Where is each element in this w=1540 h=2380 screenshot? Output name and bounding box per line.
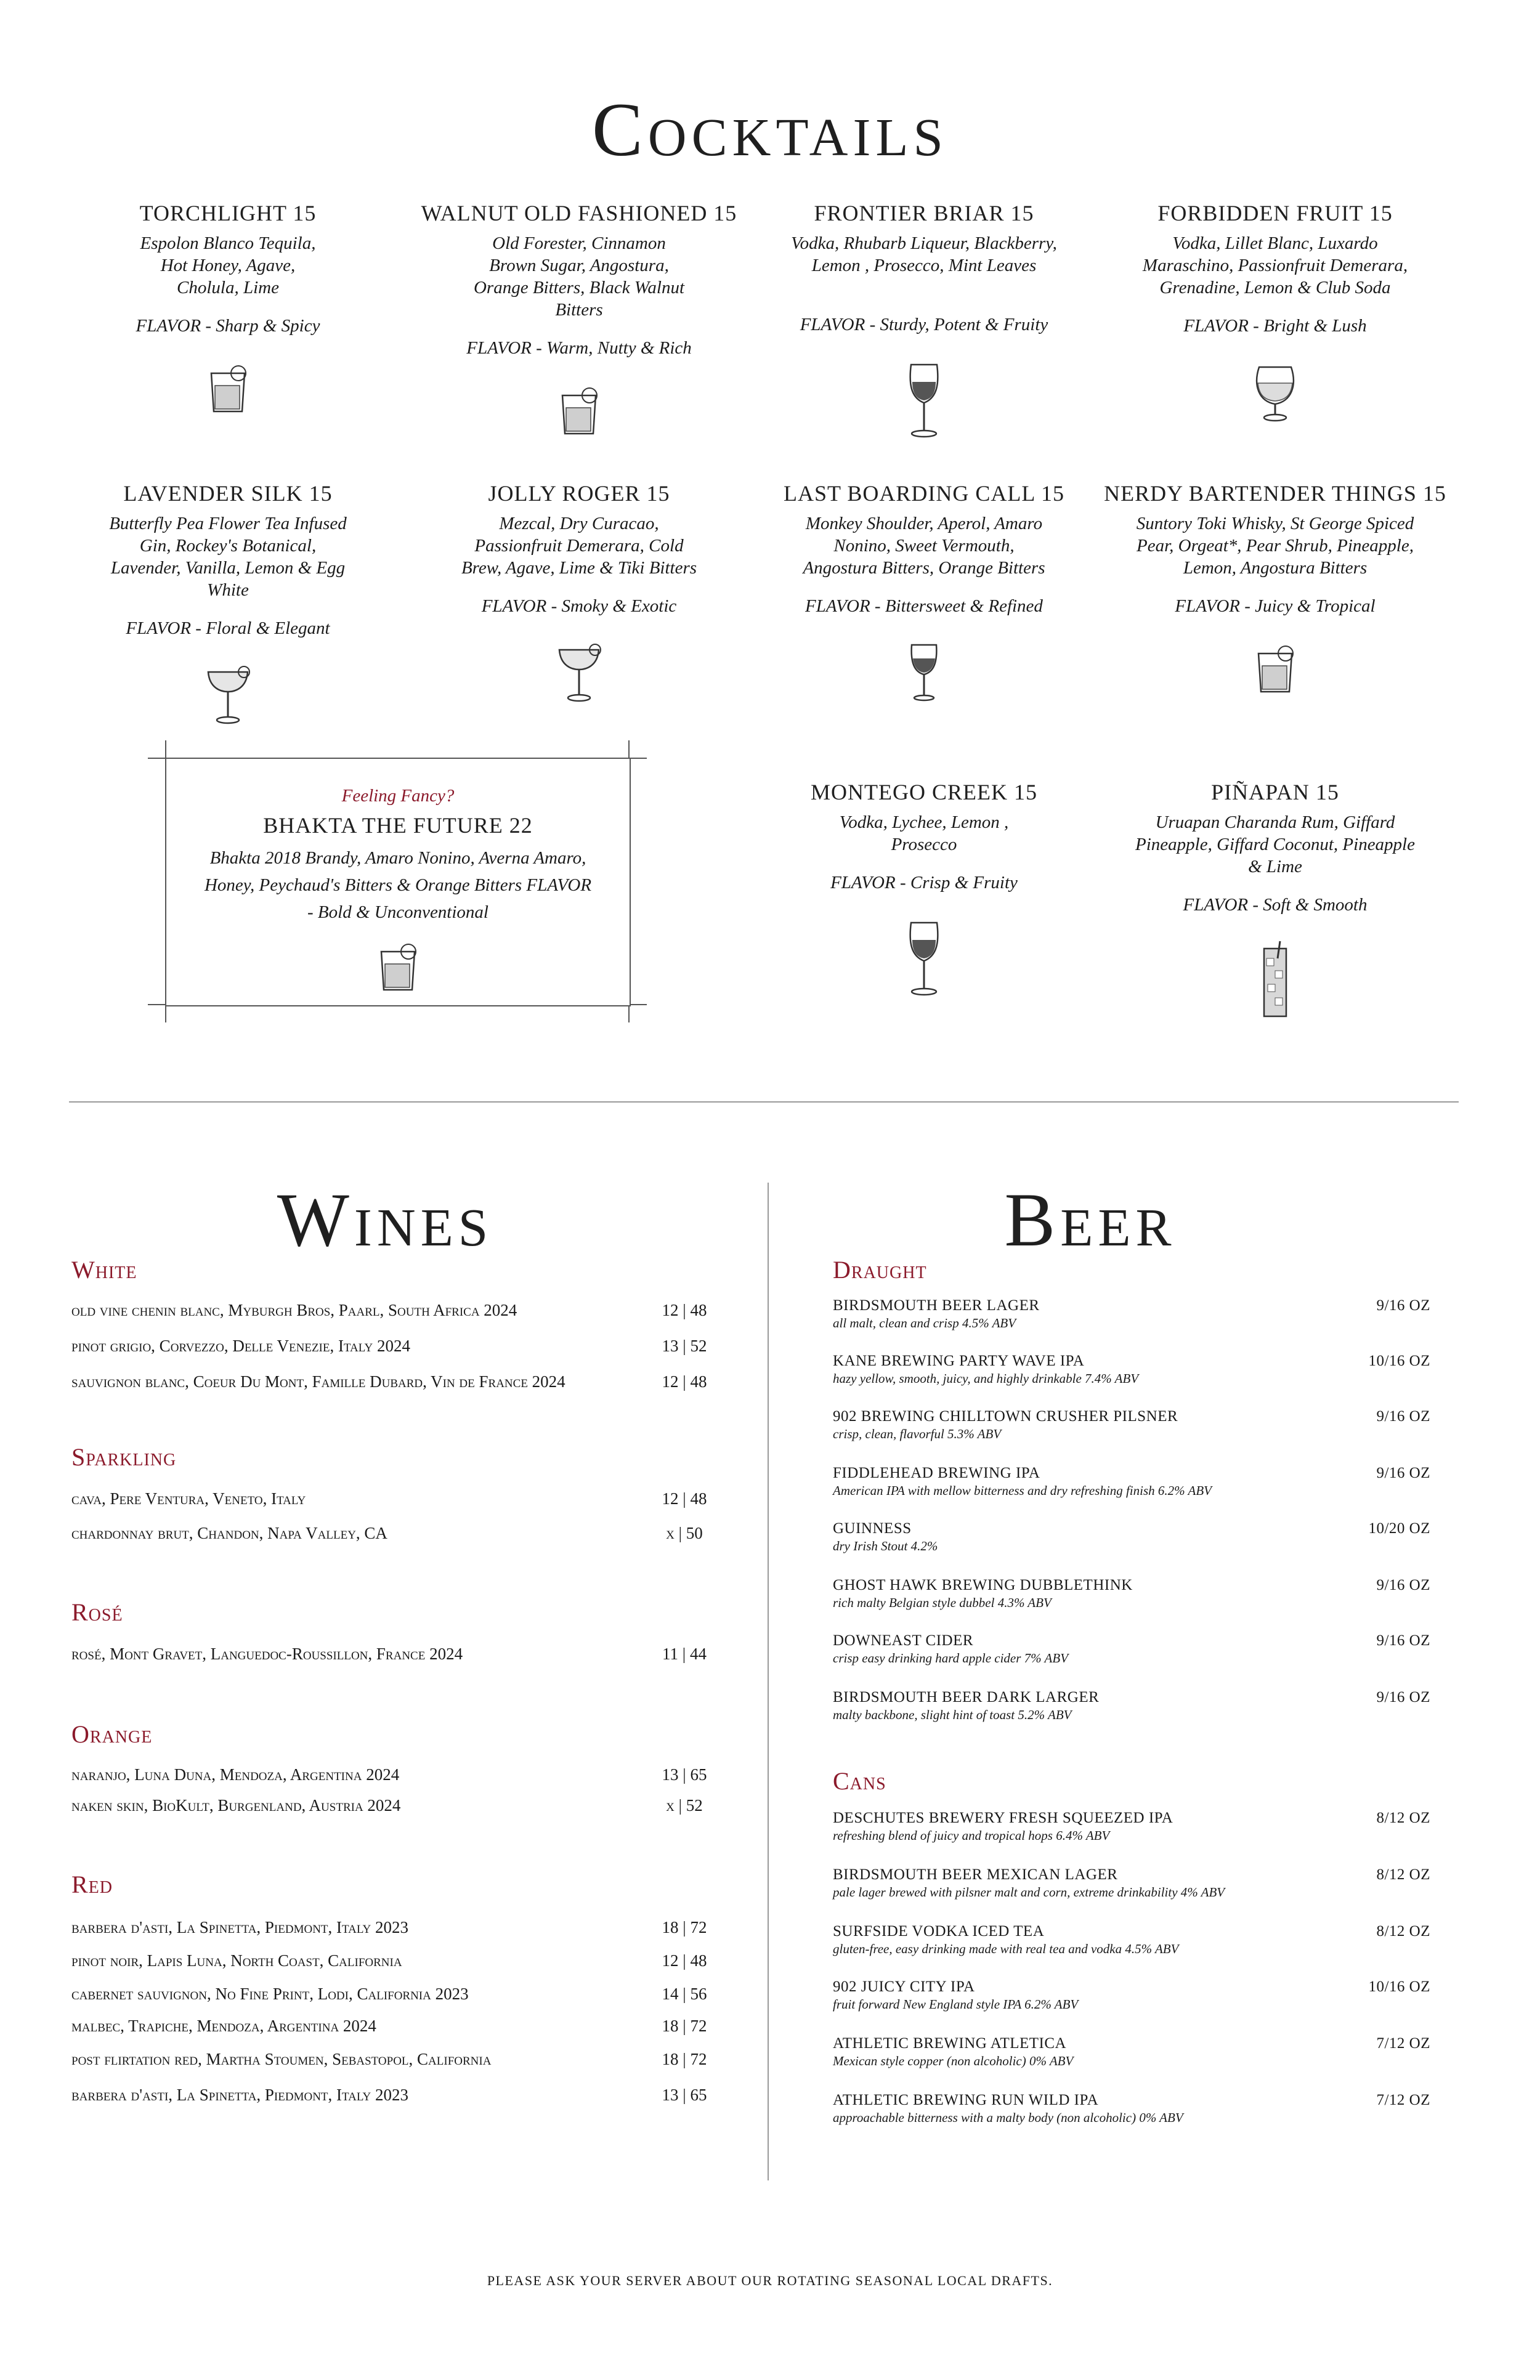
wine-section-sparkling: Sparkling xyxy=(71,1443,177,1471)
wine-price: 13 | 65 xyxy=(662,2086,707,2104)
beer-size: 9/16 OZ xyxy=(1376,1632,1430,1649)
wine-row xyxy=(71,1301,712,1320)
beer-row xyxy=(833,1353,1430,1386)
wine-price: 11 | 44 xyxy=(662,1645,707,1663)
cocktail-flavor: FLAVOR - Floral & Elegant xyxy=(126,618,330,638)
beer-size: 9/16 OZ xyxy=(1376,1408,1430,1425)
beer-size: 7/12 OZ xyxy=(1376,2035,1430,2052)
cocktail-name: NERDY BARTENDER THINGS 15 xyxy=(1104,481,1446,506)
wine-glass-icon xyxy=(902,360,946,440)
beer-section-cans: Cans xyxy=(833,1767,886,1795)
beer-name: 902 BREWING CHILLTOWN CRUSHER PILSNER xyxy=(833,1408,1178,1425)
wine-row xyxy=(71,2086,712,2105)
wine-name: barbera d'asti, La Spinetta, Piedmont, Italy 2023 xyxy=(71,2086,408,2104)
cocktail-ingredients: Vodka, Rhubarb Liqueur, Blackberry, Lemon , Prosecco, Mint Leaves xyxy=(791,233,1057,275)
beer-row xyxy=(833,1689,1430,1723)
rocks-glass-icon xyxy=(1254,641,1297,695)
beer-desc: all malt, clean and crisp 4.5% ABV xyxy=(833,1316,1016,1330)
cocktail-item xyxy=(764,779,1084,998)
crop-mark xyxy=(148,758,165,759)
wine-glass-icon xyxy=(906,641,942,703)
beer-name: 902 JUICY CITY IPA xyxy=(833,1978,975,1995)
beer-desc: rich malty Belgian style dubbel 4.3% ABV xyxy=(833,1595,1052,1610)
cocktail-item xyxy=(764,200,1084,440)
wine-row xyxy=(71,1918,712,1937)
beer-section-draught: Draught xyxy=(833,1256,927,1284)
beer-desc: malty backbone, slight hint of toast 5.2% ABV xyxy=(833,1707,1072,1722)
wine-price: x | 50 xyxy=(666,1524,703,1542)
wine-name: sauvignon blanc, Coeur Du Mont, Famille Dubard, Vin de France 2024 xyxy=(71,1372,565,1391)
cocktail-flavor: FLAVOR - Warm, Nutty & Rich xyxy=(466,338,692,358)
beer-size: 9/16 OZ xyxy=(1376,1577,1430,1593)
cocktail-ingredients: Espolon Blanco Tequila, Hot Honey, Agave, Cholula, Lime xyxy=(140,233,316,298)
beer-row xyxy=(833,2035,1430,2069)
wine-name: malbec, Trapiche, Mendoza, Argentina 2024 xyxy=(71,2017,376,2035)
beer-size: 10/16 OZ xyxy=(1368,1353,1430,1369)
wine-section-orange: Orange xyxy=(71,1720,153,1748)
wine-price: 13 | 52 xyxy=(662,1337,707,1355)
beer-desc: fruit forward New England style IPA 6.2% ABV xyxy=(833,1997,1079,2012)
cocktail-item xyxy=(1103,480,1448,695)
beer-size: 8/12 OZ xyxy=(1376,1923,1430,1940)
wines-title: Wines xyxy=(277,1178,493,1262)
rocks-glass-icon xyxy=(376,939,419,994)
cocktail-item xyxy=(419,200,739,437)
cocktail-flavor: FLAVOR - Sharp & Spicy xyxy=(136,316,320,336)
beer-desc: gluten-free, easy drinking made with real tea and vodka 4.5% ABV xyxy=(833,1941,1179,1956)
wine-name: barbera d'asti, La Spinetta, Piedmont, Italy 2023 xyxy=(71,1918,408,1937)
wine-name: old vine chenin blanc, Myburgh Bros, Paarl, South Africa 2024 xyxy=(71,1301,517,1319)
highball-glass-icon xyxy=(1257,940,1294,1020)
beer-desc: American IPA with mellow bitterness and dry refreshing finish 6.2% ABV xyxy=(833,1483,1212,1498)
cocktail-ingredients: Butterfly Pea Flower Tea Infused Gin, Rockey's Botanical, Lavender, Vanilla, Lemon & Egg White xyxy=(109,514,347,600)
wine-price: 12 | 48 xyxy=(662,1301,707,1319)
wine-section-rose: Rosé xyxy=(71,1598,123,1626)
beer-name: DOWNEAST CIDER xyxy=(833,1632,974,1649)
wine-price: 18 | 72 xyxy=(662,1918,707,1937)
wine-glass-icon xyxy=(902,918,946,998)
cocktails-title: Cocktails xyxy=(592,87,948,172)
beer-desc: crisp, clean, flavorful 5.3% ABV xyxy=(833,1427,1002,1441)
wine-price: 12 | 48 xyxy=(662,1951,707,1970)
featured-label: Feeling Fancy? xyxy=(341,786,455,806)
cocktail-flavor: FLAVOR - Bright & Lush xyxy=(1183,316,1367,336)
beer-row xyxy=(833,1297,1430,1331)
beer-desc: hazy yellow, smooth, juicy, and highly drinkable 7.4% ABV xyxy=(833,1371,1139,1386)
cocktail-name: FORBIDDEN FRUIT 15 xyxy=(1157,201,1393,225)
crop-mark xyxy=(165,740,166,758)
coupe-glass-icon xyxy=(554,641,604,703)
beer-desc: Mexican style copper (non alcoholic) 0% ABV xyxy=(833,2054,1074,2068)
beer-row xyxy=(833,1866,1430,1900)
beer-name: DESCHUTES BREWERY FRESH SQUEEZED IPA xyxy=(833,1810,1173,1826)
beer-name: GUINNESS xyxy=(833,1520,912,1537)
beer-row xyxy=(833,1810,1430,1844)
wine-row xyxy=(71,1645,712,1664)
beer-size: 7/12 OZ xyxy=(1376,2092,1430,2108)
wine-section-white: White xyxy=(71,1256,137,1284)
wine-row xyxy=(71,2017,712,2036)
beer-desc: refreshing blend of juicy and tropical hops 6.4% ABV xyxy=(833,1828,1110,1843)
beer-size: 10/16 OZ xyxy=(1368,1978,1430,1995)
cocktail-name: FRONTIER BRIAR 15 xyxy=(814,201,1034,225)
cocktail-ingredients: Suntory Toki Whisky, St George Spiced Pear, Orgeat*, Pear Shrub, Pineapple, Lemon, Angostura Bitters xyxy=(1136,514,1414,578)
wine-name: pinot grigio, Corvezzo, Delle Venezie, Italy 2024 xyxy=(71,1337,410,1355)
crop-mark xyxy=(628,1005,630,1022)
cocktail-ingredients: Mezcal, Dry Curacao, Passionfruit Demerara, Cold Brew, Agave, Lime & Tiki Bitters xyxy=(461,514,697,578)
column-divider xyxy=(768,1183,769,2180)
wine-name: naken skin, BioKult, Burgenland, Austria 2024 xyxy=(71,1796,401,1815)
beer-name: BIRDSMOUTH BEER DARK LARGER xyxy=(833,1689,1100,1706)
wine-name: pinot noir, Lapis Luna, North Coast, California xyxy=(71,1951,402,1970)
wine-section-red: Red xyxy=(71,1871,113,1898)
cocktail-name: LAST BOARDING CALL 15 xyxy=(783,481,1064,506)
beer-size: 9/16 OZ xyxy=(1376,1465,1430,1481)
beer-name: FIDDLEHEAD BREWING IPA xyxy=(833,1465,1040,1481)
beer-name: SURFSIDE VODKA ICED TEA xyxy=(833,1923,1045,1940)
wine-name: post flirtation red, Martha Stoumen, Sebastopol, California xyxy=(71,2050,492,2068)
cocktail-flavor: FLAVOR - Bittersweet & Refined xyxy=(805,596,1043,616)
snifter-glass-icon xyxy=(1250,361,1300,423)
wine-row xyxy=(71,1372,712,1391)
wine-price: 18 | 72 xyxy=(662,2017,707,2035)
wine-name: naranjo, Luna Duna, Mendoza, Argentina 2024 xyxy=(71,1765,400,1784)
featured-cocktail-name: BHAKTA THE FUTURE 22 xyxy=(263,813,533,838)
cocktail-ingredients: Uruapan Charanda Rum, Giffard Pineapple, Giffard Coconut, Pineapple & Lime xyxy=(1135,812,1415,876)
rocks-glass-icon xyxy=(557,383,601,437)
wine-price: 13 | 65 xyxy=(662,1765,707,1784)
beer-name: ATHLETIC BREWING RUN WILD IPA xyxy=(833,2092,1099,2108)
featured-cocktail-box xyxy=(165,758,631,1006)
crop-mark xyxy=(628,740,630,758)
beer-row xyxy=(833,1978,1430,2012)
cocktail-item xyxy=(764,480,1084,703)
wine-price: 12 | 48 xyxy=(662,1372,707,1391)
beer-desc: crisp easy drinking hard apple cider 7% ABV xyxy=(833,1651,1069,1666)
crop-mark xyxy=(148,1004,165,1005)
beer-row xyxy=(833,1520,1430,1554)
wine-name: cabernet sauvignon, No Fine Print, Lodi, California 2023 xyxy=(71,1985,469,2003)
beer-row xyxy=(833,1923,1430,1957)
beer-name: GHOST HAWK BREWING DUBBLETHINK xyxy=(833,1577,1133,1593)
wine-row xyxy=(71,1985,712,2004)
section-divider xyxy=(69,1101,1459,1103)
wine-price: 18 | 72 xyxy=(662,2050,707,2068)
beer-desc: approachable bitterness with a malty body (non alcoholic) 0% ABV xyxy=(833,2110,1183,2125)
cocktail-name: LAVENDER SILK 15 xyxy=(123,481,333,506)
cocktail-name: WALNUT OLD FASHIONED 15 xyxy=(421,201,737,225)
wine-row xyxy=(71,2050,712,2069)
cocktail-item xyxy=(1103,779,1448,1020)
wine-name: rosé, Mont Gravet, Languedoc-Roussillon, France 2024 xyxy=(71,1645,463,1663)
beer-name: ATHLETIC BREWING ATLETICA xyxy=(833,2035,1067,2052)
coupe-glass-icon xyxy=(203,663,253,725)
wine-row xyxy=(71,1951,712,1970)
crop-mark xyxy=(630,1004,647,1005)
cocktail-ingredients: Vodka, Lychee, Lemon , Prosecco xyxy=(839,812,1009,854)
beer-size: 9/16 OZ xyxy=(1376,1297,1430,1314)
beer-row xyxy=(833,2092,1430,2126)
cocktail-item xyxy=(1115,200,1435,423)
wine-row xyxy=(71,1796,712,1815)
cocktail-ingredients: Vodka, Lillet Blanc, Luxardo Maraschino, Passionfruit Demerara, Grenadine, Lemon & Club Soda xyxy=(1142,233,1408,298)
wine-price: x | 52 xyxy=(666,1796,703,1815)
cocktail-name: MONTEGO CREEK 15 xyxy=(811,780,1037,804)
beer-name: BIRDSMOUTH BEER MEXICAN LAGER xyxy=(833,1866,1118,1883)
beer-row xyxy=(833,1632,1430,1666)
cocktail-flavor: FLAVOR - Soft & Smooth xyxy=(1183,895,1368,915)
cocktail-name: TORCHLIGHT 15 xyxy=(139,201,317,225)
wine-price: 12 | 48 xyxy=(662,1489,707,1508)
rocks-glass-icon xyxy=(206,361,249,415)
cocktail-ingredients: Old Forester, Cinnamon Brown Sugar, Angostura, Orange Bitters, Black Walnut Bitters xyxy=(473,233,685,320)
wine-row xyxy=(71,1765,712,1784)
beer-row xyxy=(833,1577,1430,1611)
beer-name: BIRDSMOUTH BEER LAGER xyxy=(833,1297,1040,1314)
crop-mark xyxy=(165,1005,166,1022)
featured-cocktail-ingredients: Bhakta 2018 Brandy, Amaro Nonino, Averna Amaro, Honey, Peychaud's Bitters & Orange Bitters FLAVOR - Bold & Unconventional xyxy=(204,848,592,922)
cocktail-item xyxy=(68,480,388,725)
cocktail-item xyxy=(68,200,388,415)
cocktail-flavor: FLAVOR - Crisp & Fruity xyxy=(830,873,1018,892)
beer-size: 9/16 OZ xyxy=(1376,1689,1430,1706)
wine-name: chardonnay brut, Chandon, Napa Valley, CA xyxy=(71,1524,387,1542)
beer-size: 8/12 OZ xyxy=(1376,1866,1430,1883)
cocktail-name: JOLLY ROGER 15 xyxy=(488,481,670,506)
wine-price: 14 | 56 xyxy=(662,1985,707,2003)
cocktail-flavor: FLAVOR - Juicy & Tropical xyxy=(1175,596,1376,616)
wine-name: cava, Pere Ventura, Veneto, Italy xyxy=(71,1489,306,1508)
cocktail-flavor: FLAVOR - Smoky & Exotic xyxy=(481,596,677,616)
beer-title: Beer xyxy=(1004,1178,1177,1262)
beer-row xyxy=(833,1408,1430,1442)
beer-desc: pale lager brewed with pilsner malt and corn, extreme drinkability 4% ABV xyxy=(833,1885,1225,1900)
beer-name: KANE BREWING PARTY WAVE IPA xyxy=(833,1353,1085,1369)
wine-row xyxy=(71,1337,712,1356)
beer-desc: dry Irish Stout 4.2% xyxy=(833,1539,938,1553)
beer-size: 10/20 OZ xyxy=(1368,1520,1430,1537)
wine-row xyxy=(71,1489,712,1508)
footer-note: PLEASE ASK YOUR SERVER ABOUT OUR ROTATING SEASONAL LOCAL DRAFTS. xyxy=(487,2273,1053,2288)
cocktail-flavor: FLAVOR - Sturdy, Potent & Fruity xyxy=(800,315,1048,334)
cocktail-item xyxy=(419,480,739,703)
cocktail-name: PIÑAPAN 15 xyxy=(1211,780,1339,804)
wine-row xyxy=(71,1524,712,1543)
beer-row xyxy=(833,1465,1430,1499)
crop-mark xyxy=(630,758,647,759)
beer-size: 8/12 OZ xyxy=(1376,1810,1430,1826)
cocktail-ingredients: Monkey Shoulder, Aperol, Amaro Nonino, Sweet Vermouth, Angostura Bitters, Orange Bitters xyxy=(803,514,1045,578)
